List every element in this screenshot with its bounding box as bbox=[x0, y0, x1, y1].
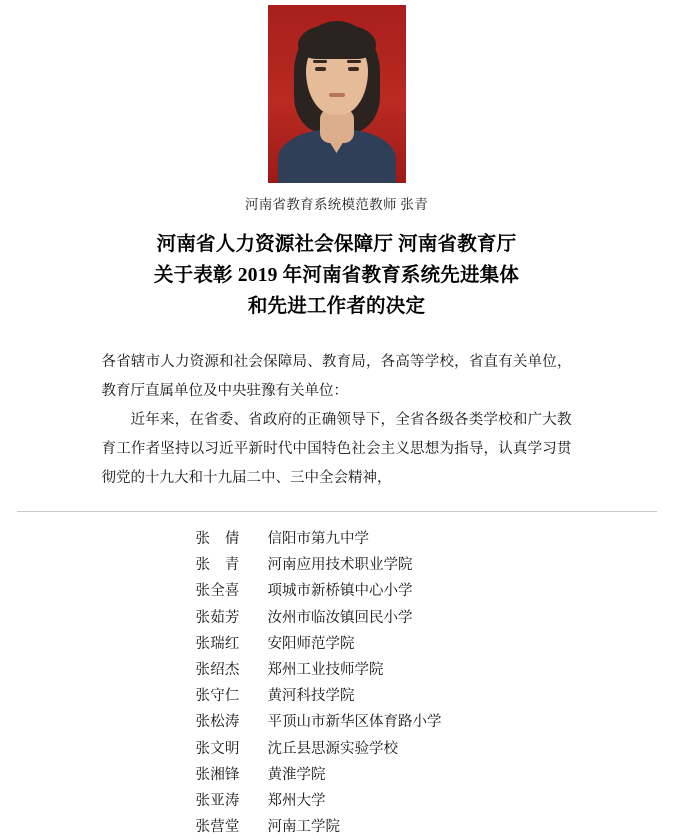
list-item bbox=[196, 605, 572, 631]
awardee-org: 河南工学院 bbox=[267, 819, 340, 836]
title-line-3: 和先进工作者的决定 bbox=[247, 296, 426, 317]
awardee-org: 平顶山市新华区体育路小学 bbox=[267, 714, 442, 731]
photo-caption: 河南省教育系统模范教师 张青 bbox=[244, 197, 429, 212]
portrait-photo bbox=[267, 4, 407, 184]
portrait-photo-container bbox=[0, 0, 673, 184]
awardee-name: 张绍杰 bbox=[195, 662, 240, 679]
awardee-list bbox=[102, 526, 572, 840]
document-title bbox=[102, 229, 572, 322]
fringe-shape bbox=[298, 25, 376, 59]
awardee-name: 张 青 bbox=[195, 557, 240, 574]
list-item bbox=[196, 736, 572, 762]
awardee-name: 张全喜 bbox=[195, 583, 240, 600]
awardee-name: 张茹芳 bbox=[195, 609, 240, 626]
awardee-org: 沈丘县思源实验学校 bbox=[267, 740, 398, 757]
eye-right bbox=[348, 67, 359, 71]
awardee-org: 郑州工业技师学院 bbox=[267, 662, 384, 679]
awardee-org: 汝州市临汝镇回民小学 bbox=[267, 609, 413, 626]
list-item bbox=[196, 683, 572, 709]
document-body bbox=[102, 348, 572, 493]
awardee-name: 张湘锋 bbox=[195, 766, 240, 783]
list-item bbox=[196, 814, 572, 840]
paragraph-intro: 近年来，在省委、省政府的正确领导下，全省各级各类学校和广大教育工作者坚持以习近平新时代中国特色社会主义思想为指导，认真学习贯彻党的十九大和十九届二中、三中全会精神， bbox=[101, 412, 572, 486]
title-line-2: 关于表彰 2019 年河南省教育系统先进集体 bbox=[153, 265, 520, 286]
awardee-name: 张瑞红 bbox=[195, 635, 240, 652]
section-divider bbox=[17, 511, 657, 512]
list-item bbox=[196, 709, 572, 735]
list-item bbox=[196, 657, 572, 683]
list-item bbox=[196, 526, 572, 552]
mouth-shape bbox=[329, 93, 345, 97]
awardee-org: 安阳师范学院 bbox=[267, 635, 355, 652]
list-item bbox=[196, 552, 572, 578]
list-item bbox=[196, 788, 572, 814]
eyebrow-left bbox=[313, 60, 327, 63]
awardee-org: 项城市新桥镇中心小学 bbox=[267, 583, 413, 600]
title-line-1: 河南省人力资源社会保障厅 河南省教育厅 bbox=[156, 234, 517, 255]
awardee-org: 信阳市第九中学 bbox=[267, 531, 369, 547]
awardee-org: 黄河科技学院 bbox=[267, 688, 355, 705]
awardee-name: 张营堂 bbox=[195, 819, 240, 836]
awardee-name: 张守仁 bbox=[195, 688, 240, 705]
awardee-name: 张 倩 bbox=[195, 531, 240, 547]
awardee-org: 河南应用技术职业学院 bbox=[267, 557, 413, 574]
list-item bbox=[196, 578, 572, 604]
eye-left bbox=[315, 67, 326, 71]
list-item bbox=[196, 631, 572, 657]
awardee-org: 黄淮学院 bbox=[267, 766, 326, 783]
list-item bbox=[196, 762, 572, 788]
eyebrow-right bbox=[347, 60, 361, 63]
awardee-name: 张文明 bbox=[195, 740, 240, 757]
paragraph-salutation: 各省辖市人力资源和社会保障局、教育局，各高等学校，省直有关单位，教育厅直属单位及中央驻豫有关单位： bbox=[101, 354, 572, 399]
awardee-name: 张亚涛 bbox=[195, 793, 240, 810]
awardee-org: 郑州大学 bbox=[267, 793, 326, 810]
awardee-name: 张松涛 bbox=[195, 714, 240, 731]
